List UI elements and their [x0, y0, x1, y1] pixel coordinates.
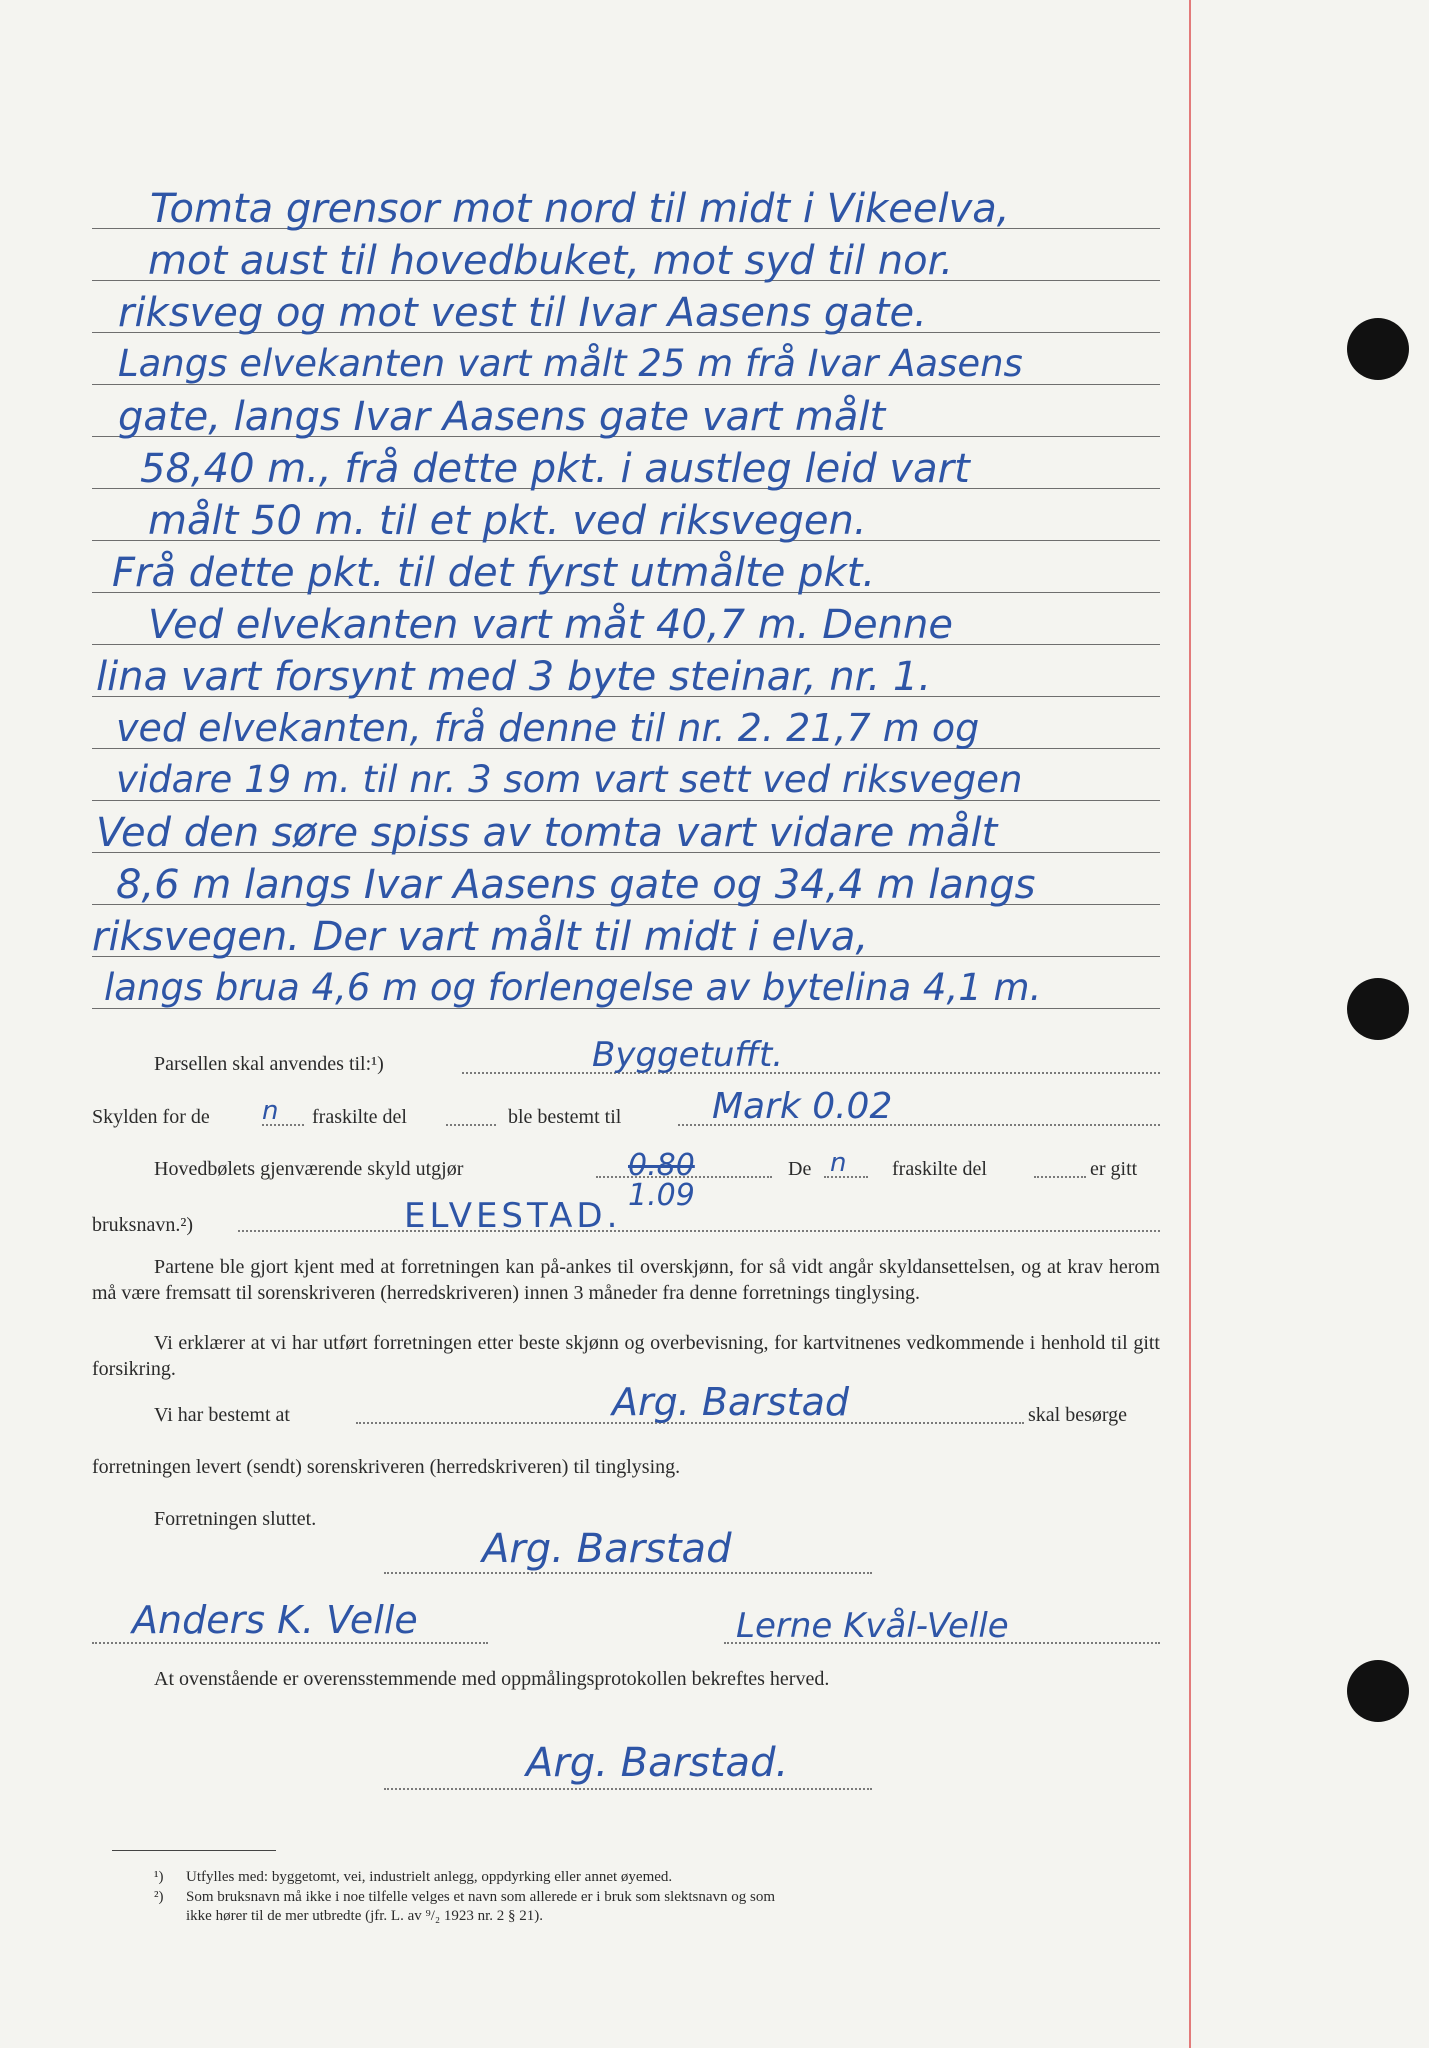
bestemt-signature: Arg. Barstad — [612, 1380, 849, 1424]
handwritten-line: 58,40 m., frå dette pkt. i austleg leid vart — [140, 446, 970, 492]
fill-line — [462, 1072, 1160, 1074]
footnote-2-marker: ²) — [154, 1889, 164, 1905]
left-signature: Anders K. Velle — [132, 1598, 418, 1642]
handwritten-line: Ved den søre spiss av tomta vart vidare målt — [96, 810, 998, 856]
punch-hole — [1347, 318, 1409, 380]
fill-line — [824, 1176, 868, 1178]
signature-line — [724, 1642, 1160, 1644]
signature-line — [384, 1572, 872, 1574]
handwritten-line: Langs elvekanten vart målt 25 m frå Ivar Aasens — [118, 342, 1023, 385]
footnote-rule — [112, 1850, 276, 1851]
fill-line — [238, 1230, 1160, 1232]
handwritten-line: lina vart forsynt med 3 byte steinar, nr. 1. — [96, 654, 932, 700]
punch-hole — [1347, 978, 1409, 1040]
handwritten-line: gate, langs Ivar Aasens gate vart målt — [118, 394, 886, 440]
fill-line — [262, 1124, 304, 1126]
footnote-1-marker: ¹) — [154, 1869, 164, 1885]
de-hw-suffix: n — [830, 1148, 847, 1178]
signature-line — [384, 1788, 872, 1790]
punch-hole — [1347, 1660, 1409, 1722]
bruksnavn-value: ELVESTAD. — [404, 1196, 622, 1236]
notice-text: Partene ble gjort kjent med at forretningen kan på-ankes til overskjønn, for så vidt angår skyldansettelsen, og at krav herom må være fremsatt til sorenskriveren (herredskriveren) innen 3 måneder fra denne forretnings tinglysing. — [92, 1256, 1160, 1304]
parsellen-value: Byggetufft. — [592, 1035, 784, 1075]
handwritten-line: vidare 19 m. til nr. 3 som vart sett ved riksvegen — [116, 758, 1023, 801]
handwritten-line: 8,6 m langs Ivar Aasens gate og 34,4 m langs — [116, 862, 1036, 908]
declaration-paragraph — [92, 1330, 1160, 1382]
hoved-new-value: 1.09 — [628, 1178, 695, 1213]
sluttet-label: Forretningen sluttet. — [154, 1508, 317, 1530]
bestemt-suffix: skal besørge — [1028, 1404, 1128, 1426]
fill-line — [1034, 1176, 1086, 1178]
handwritten-line: ved elvekanten, frå denne til nr. 2. 21,7 m og — [116, 706, 980, 750]
skylden-label-2: fraskilte del — [312, 1106, 407, 1128]
signature-line — [92, 1642, 488, 1644]
skylden-value: Mark 0.02 — [712, 1086, 893, 1127]
footnote-2b: ikke hører til de mer utbredte (jfr. L. av ⁹/₂ 1923 nr. 2 § 21). — [186, 1908, 544, 1924]
handwritten-line: Tomta grensor mot nord til midt i Vikeelva, — [150, 186, 1010, 232]
skylden-label-1: Skylden for de — [92, 1106, 210, 1128]
handwritten-line: langs brua 4,6 m og forlengelse av bytelina 4,1 m. — [104, 966, 1042, 1009]
hoved-label: Hovedbølets gjenværende skyld utgjør — [154, 1158, 464, 1180]
bestemt-line2: forretningen levert (sendt) sorenskriveren (herredskriveren) til tinglysing. — [92, 1456, 681, 1478]
footnote-1: Utfylles med: byggetomt, vei, industrielt anlegg, oppdyrking eller annet øyemed. — [186, 1869, 673, 1885]
de-label: De — [788, 1158, 812, 1180]
confirmation-text: At ovenstående er overensstemmende med oppmålingsprotokollen bekreftes herved. — [154, 1668, 830, 1690]
declaration-text: Vi erklærer at vi har utført forretningen etter beste skjønn og overbevisning, for kartvitnenes vedkommende i henhold til gitt forsikring. — [92, 1332, 1160, 1380]
handwritten-line: riksveg og mot vest til Ivar Aasens gate. — [118, 290, 927, 336]
footnote-2a: Som bruksnavn må ikke i noe tilfelle velges et navn som allerede er i bruk som slektsnavn og som — [186, 1889, 776, 1905]
fill-line — [446, 1124, 496, 1126]
right-signature: Lerne Kvål-Velle — [736, 1606, 1009, 1646]
handwritten-line: riksvegen. Der vart målt til midt i elva, — [92, 914, 869, 960]
margin-line — [1189, 0, 1191, 2048]
final-signature: Arg. Barstad. — [526, 1740, 789, 1786]
handwritten-line: Ved elvekanten vart måt 40,7 m. Denne — [148, 602, 953, 648]
main-signature: Arg. Barstad — [482, 1526, 732, 1572]
parsellen-label: Parsellen skal anvendes til:¹) — [154, 1053, 384, 1075]
notice-paragraph — [92, 1254, 1160, 1306]
handwritten-line: Frå dette pkt. til det fyrst utmålte pkt. — [112, 550, 876, 596]
skylden-label-3: ble bestemt til — [508, 1106, 622, 1128]
bruksnavn-label: bruksnavn.²) — [92, 1214, 193, 1236]
hoved-old-value: 0.80 — [628, 1148, 695, 1183]
bestemt-label: Vi har bestemt at — [154, 1404, 290, 1426]
handwritten-line: mot aust til hovedbuket, mot syd til nor. — [148, 238, 954, 284]
skylden-hw-suffix: n — [262, 1096, 279, 1126]
er-gitt-label: er gitt — [1090, 1158, 1138, 1180]
handwritten-line: målt 50 m. til et pkt. ved riksvegen. — [148, 498, 867, 544]
fraskilte-label: fraskilte del — [892, 1158, 987, 1180]
